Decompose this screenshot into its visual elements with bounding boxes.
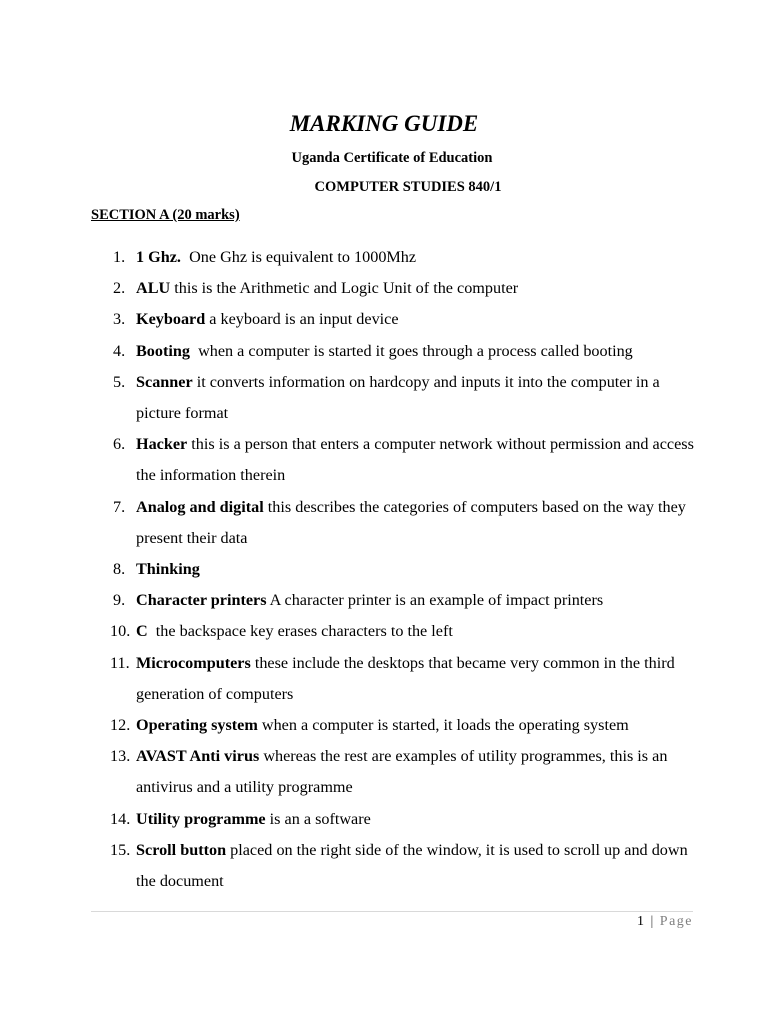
answer-number: 11. xyxy=(110,653,130,672)
answer-term: Microcomputers xyxy=(136,653,251,672)
answer-term: C xyxy=(136,622,148,641)
answer-item-4 xyxy=(0,336,768,367)
answer-explanation: these include the desktops that became very common in the third generation of computers xyxy=(136,653,679,703)
answer-term: Keyboard xyxy=(136,310,206,329)
answer-explanation: it converts information on hardcopy and inputs it into the computer in a picture format xyxy=(136,372,664,423)
answer-list xyxy=(0,242,768,897)
answer-item-3 xyxy=(0,304,768,335)
page-separator: | xyxy=(650,914,655,929)
answer-term: Thinking xyxy=(136,560,200,579)
answer-explanation: this is a person that enters a computer network without permission and access the information therein xyxy=(136,435,698,485)
answer-number: 15. xyxy=(110,840,131,859)
answer-explanation: A character printer is an example of impact printers xyxy=(266,591,604,610)
answer-term: Booting xyxy=(136,341,190,360)
answer-item-7 xyxy=(0,492,768,554)
answer-explanation: when a computer is started, it loads the operating system xyxy=(257,716,629,735)
answer-explanation: placed on the right side of the window, it is used to scroll up and down the document xyxy=(136,840,692,891)
answer-item-5 xyxy=(0,367,768,429)
page-footer xyxy=(637,913,693,931)
answer-item-1 xyxy=(0,242,768,273)
answer-explanation: the backspace key erases characters to the left xyxy=(147,622,453,641)
answer-term: Scroll button xyxy=(136,840,227,859)
answer-number: 6. xyxy=(113,435,126,454)
answer-item-2 xyxy=(0,273,768,304)
answer-number: 4. xyxy=(113,341,126,360)
answer-number: 8. xyxy=(113,560,126,579)
answer-term: 1 Ghz. xyxy=(136,248,181,266)
answer-number: 5. xyxy=(113,372,126,391)
document-title: MARKING GUIDE xyxy=(289,111,479,136)
answer-explanation: whereas the rest are examples of utility programmes, this is an antivirus and a utility programme xyxy=(136,747,672,797)
answer-number: 12. xyxy=(110,716,131,735)
answer-explanation: this describes the categories of computers based on the way they present their data xyxy=(136,497,690,547)
answer-number: 1. xyxy=(113,248,126,266)
answer-number: 3. xyxy=(113,310,126,329)
answer-item-10 xyxy=(0,616,768,647)
course-title: COMPUTER STUDIES 840/1 xyxy=(314,179,502,195)
answer-explanation: when a computer is started it goes through a process called booting xyxy=(189,341,633,360)
answer-term: Scanner xyxy=(136,372,193,391)
answer-number: 2. xyxy=(113,279,126,298)
answer-explanation: One Ghz is equivalent to 1000Mhz xyxy=(180,248,417,266)
answer-number: 13. xyxy=(110,747,131,766)
answer-number: 14. xyxy=(110,809,131,828)
answer-item-6 xyxy=(0,429,768,491)
answer-item-12 xyxy=(0,710,768,741)
answer-term: Character printers xyxy=(136,591,267,610)
page-label: Page xyxy=(659,914,693,929)
answer-item-8 xyxy=(0,554,768,585)
answer-term: Operating system xyxy=(136,716,258,735)
exam-board-subtitle: Uganda Certificate of Education xyxy=(291,150,493,166)
answer-term: ALU xyxy=(136,279,171,298)
answer-term: Analog and digital xyxy=(136,497,264,516)
answer-item-14 xyxy=(0,804,768,835)
page-number: 1 xyxy=(636,914,646,929)
answer-explanation: is an a software xyxy=(265,809,371,828)
answer-term: Hacker xyxy=(136,435,188,454)
answer-explanation: this is the Arithmetic and Logic Unit of the computer xyxy=(170,279,519,298)
answer-number: 7. xyxy=(113,497,126,516)
section-heading: SECTION A (20 marks) xyxy=(91,207,240,223)
answer-number: 10. xyxy=(110,622,131,641)
answer-item-15 xyxy=(0,835,768,897)
footer-divider xyxy=(91,911,693,912)
answer-item-11 xyxy=(0,648,768,710)
answer-explanation: a keyboard is an input device xyxy=(205,310,399,329)
answer-item-13 xyxy=(0,741,768,803)
answer-term: AVAST Anti virus xyxy=(136,747,260,766)
answer-item-9 xyxy=(0,585,768,616)
answer-term: Utility programme xyxy=(136,809,266,828)
answer-number: 9. xyxy=(113,591,126,610)
